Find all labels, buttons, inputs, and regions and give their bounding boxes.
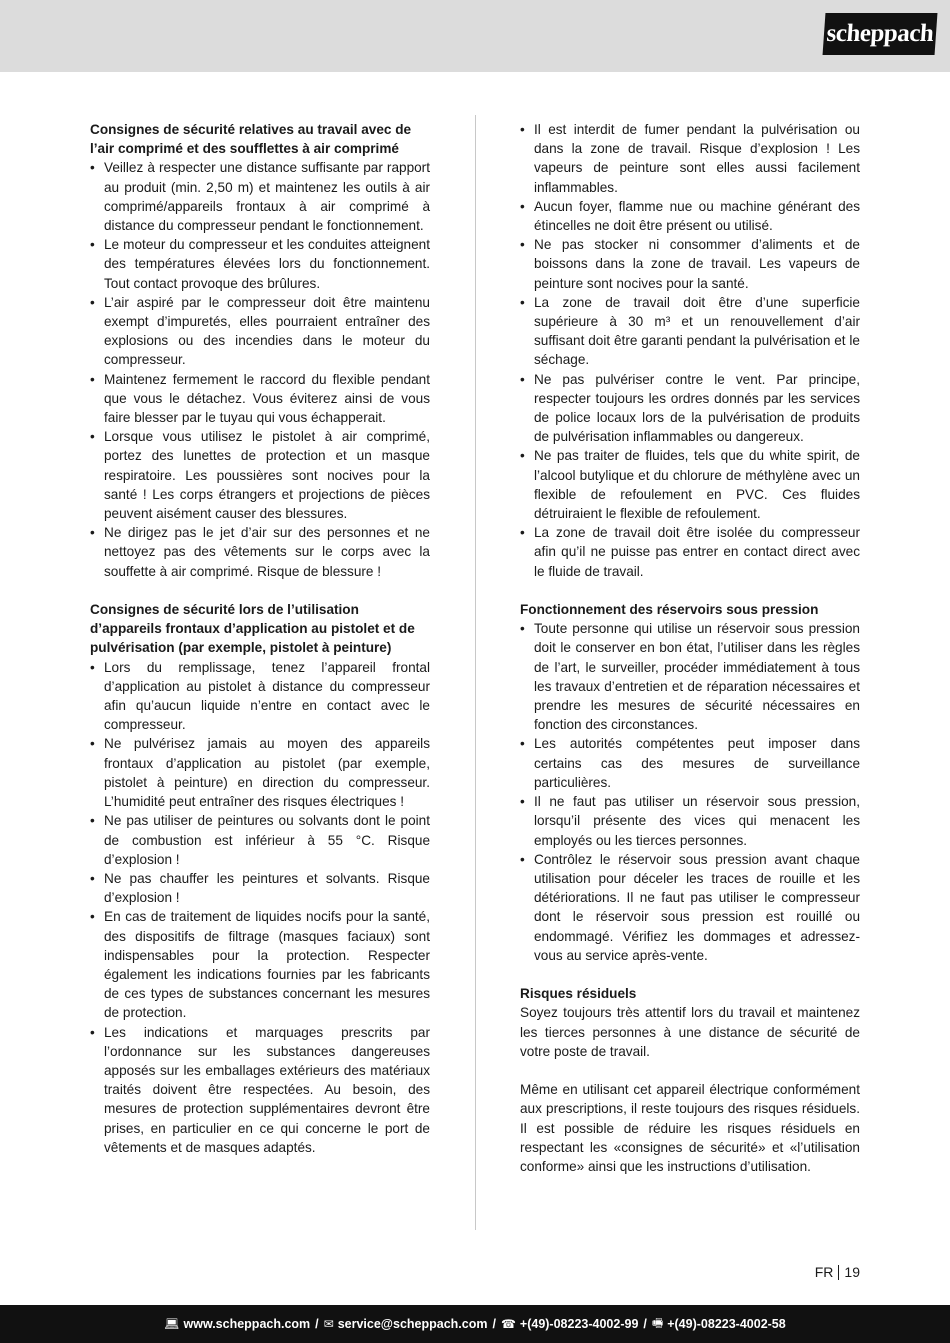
list-item: • Toute personne qui utilise un réservoir sous pression doit le conserver en bon état, l’utiliser dans les règles de l’art, le surveiller, procéder immédiatement à tous les travaux d’entretien et de réparation nécessaires et prendre les mesures de sécurité nécessaires en fonction des circonstances. <box>520 619 860 734</box>
list-item: • Il ne faut pas utiliser un réservoir sous pression, lorsqu’il présente des vices qui menacent les employés ou les tierces personnes. <box>520 792 860 850</box>
email-link[interactable]: service@scheppach.com <box>337 1317 488 1331</box>
section-heading-pressure-vessels: Fonctionnement des réservoirs sous pression <box>520 602 819 618</box>
list-item: • En cas de traitement de liquides nocifs pour la santé, des dispositifs de filtrage (masques faciaux) sont indispensables pour la protection. Respecter également les indications fournies par les fabricants de ces types de substances concernant les mesures de protection. <box>90 907 430 1022</box>
list-item: • Les indications et marquages prescrits par l’ordonnance sur les substances dangereuses apposés sur les emballages extérieurs des matériaux traités doivent être respectées. Au besoin, des mesures de protection supplémentaires devront être prises, en particulier en ce qui concerne le port de vêtements et de masques adaptés. <box>90 1023 430 1157</box>
list-item: • Ne pas utiliser de peintures ou solvants dont le point de combustion est inférieur à 55 °C. Risque d’explosion ! <box>90 811 430 869</box>
envelope-icon: ✉︎ <box>323 1317 334 1331</box>
list-item: • Lors du remplissage, tenez l’appareil frontal d’application au pistolet à distance du compresseur afin qu’aucun liquide n’entre en contact avec le compresseur. <box>90 658 430 735</box>
fax-number: +(49)-08223-4002-58 <box>667 1317 786 1331</box>
page-number-separator <box>838 1265 839 1280</box>
list-item: • Il est interdit de fumer pendant la pulvérisation ou dans la zone de travail. Risque d’explosion ! Les vapeurs de peinture sont elles aussi facilement inflammables. <box>520 120 860 197</box>
left-column <box>90 120 430 1157</box>
residual-risks-paragraph-2: Même en utilisant cet appareil électrique conformément aux prescriptions, il reste toujours des risques résiduels. Il est possible de réduire les risques résiduels en respectant les «consignes de sécurité» et «l’utilisation conforme» ainsi que les instructions d’utilisation. <box>520 1082 860 1174</box>
list-item: • Ne pulvérisez jamais au moyen des appareils frontaux d’application au pistolet (par exemple, pistolet à peinture) en direction du compresseur. L’humidité peut entraîner des risques électriques ! <box>90 734 430 811</box>
column-divider <box>475 115 476 1230</box>
section-heading-residual-risks: Risques résiduels <box>520 986 637 1002</box>
list-item: • Contrôlez le réservoir sous pression avant chaque utilisation pour déceler les traces de rouille et les détériorations. Il ne faut pas utiliser le compresseur dont le réservoir sous pression est rouillé ou endommagé. Vérifiez les dommages et adressez-vous au service après-vente. <box>520 850 860 965</box>
section-heading-compressed-air: Consignes de sécurité relatives au travail avec de l’air comprimé et des soufflettes à air comprimé <box>90 122 412 157</box>
list-item: • L’air aspiré par le compresseur doit être maintenu exempt d’impuretés, elles pourraient entraîner des explosions ou des incendies dans le moteur du compresseur. <box>90 293 430 370</box>
list-item: • Ne pas traiter de fluides, tels que du white spirit, de l’alcool butylique et du chlorure de méthylène avec un flexible de refoulement en PVC. Ces fluides détruiraient le flexible de refoulement. <box>520 446 860 523</box>
footer-contact-bar: 💻︎ www.scheppach.com / ✉︎ service@scheppach.com / ☎︎ +(49)-08223-4002-99 / 🖷︎ +(49)-08223-4002-58 <box>0 1305 950 1343</box>
list-item: • Lorsque vous utilisez le pistolet à air comprimé, portez des lunettes de protection et un masque respiratoire. Les poussières sont nocives pour la santé ! Les corps étrangers et projections de pièces peuvent aisément causer des blessures. <box>90 427 430 523</box>
scheppach-logo: scheppach <box>823 13 938 55</box>
list-item: • Le moteur du compresseur et les conduites atteignent des températures élevées lors du fonctionnement. Tout contact provoque des brûlures. <box>90 235 430 293</box>
website-link[interactable]: www.scheppach.com <box>183 1317 311 1331</box>
right-column <box>520 120 860 1176</box>
header-band <box>0 0 950 72</box>
list-item: • Aucun foyer, flamme nue ou machine générant des étincelles ne doit être présent ou utilisé. <box>520 197 860 235</box>
list-item: • La zone de travail doit être d’une superficie supérieure à 30 m³ et un renouvellement d’air suffisant doit être garanti pendant la pulvérisation et le séchage. <box>520 293 860 370</box>
phone-number: +(49)-08223-4002-99 <box>519 1317 639 1331</box>
list-item: • Ne dirigez pas le jet d’air sur des personnes et ne nettoyez pas des vêtements sur le corps avec la souffette à air comprimé. Risque de blessure ! <box>90 523 430 581</box>
section-heading-spray-devices: Consignes de sécurité lors de l’utilisation d’appareils frontaux d’application au pistolet et de pulvérisation (par exemple, pistolet à peinture) <box>90 602 415 656</box>
list-item: • Ne pas stocker ni consommer d’aliments et de boissons dans la zone de travail. Les vapeurs de peinture sont nocives pour la santé. <box>520 235 860 293</box>
residual-risks-paragraph-1: Soyez toujours très attentif lors du travail et maintenez les tierces personnes à une distance de sécurité de votre poste de travail. <box>520 1005 860 1059</box>
fax-icon: 🖷︎ <box>651 1315 664 1330</box>
spray-devices-safety-list <box>90 658 430 1157</box>
list-item: • Maintenez fermement le raccord du flexible pendant que vous le détachez. Vous éviterez ainsi de vous faire blesser par le tuyau qui vous échapperait. <box>90 370 430 428</box>
list-item: • Veillez à respecter une distance suffisante par rapport au produit (min. 2,50 m) et maintenez les outils à air comprimé/appareils frontaux à air comprimé à distance du compresseur pendant le fonctionnement. <box>90 158 430 235</box>
list-item: • Ne pas pulvériser contre le vent. Par principe, respecter toujours les ordres donnés par les services de police locaux lors de la pulvérisation de produits de pulvérisation inflammables ou dangereux. <box>520 370 860 447</box>
list-item: • La zone de travail doit être isolée du compresseur afin qu’il ne puisse pas entrer en contact direct avec le fluide de travail. <box>520 523 860 581</box>
telephone-icon: ☎︎ <box>500 1317 516 1331</box>
compressed-air-safety-list <box>90 158 430 580</box>
pressure-vessels-list <box>520 619 860 965</box>
spray-devices-safety-list-continued <box>520 120 860 581</box>
page-number <box>815 1264 860 1280</box>
computer-icon: 💻︎ <box>164 1317 180 1331</box>
page-number-value: 19 <box>844 1264 860 1280</box>
language-code: FR <box>814 1264 834 1280</box>
list-item: • Ne pas chauffer les peintures et solvants. Risque d’explosion ! <box>90 869 430 907</box>
list-item: • Les autorités compétentes peut imposer dans certains cas des mesures de surveillance particulières. <box>520 734 860 792</box>
